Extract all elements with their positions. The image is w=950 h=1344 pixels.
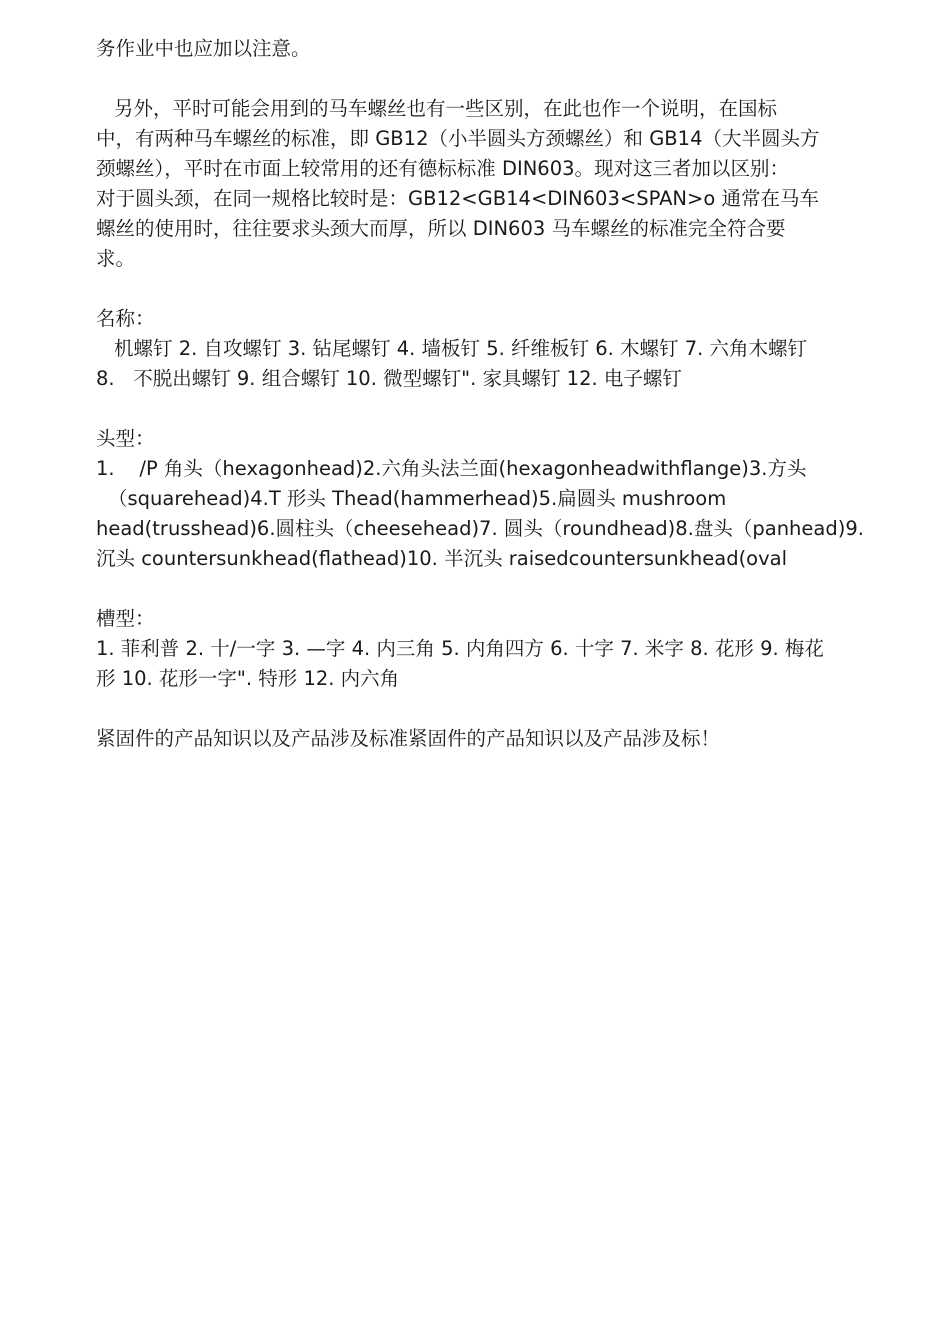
paragraph-line: 中，有两种马车螺丝的标准，即 GB12（小半圆头方颈螺丝）和 GB14（大半圆头方 xyxy=(96,127,820,150)
paragraph-line: 另外，平时可能会用到的马车螺丝也有一些区别，在此也作一个说明，在国标 xyxy=(114,97,778,120)
list-line: 形 10. 花形一字". 特形 12. 内六角 xyxy=(96,667,400,690)
document-page xyxy=(96,34,866,754)
section-heading: 名称： xyxy=(96,307,155,330)
paragraph-line: 对于圆头颈，在同一规格比较时是：GB12<GB14<DIN603<SPAN>o 通常在马车 xyxy=(96,187,819,210)
slot-types-section xyxy=(96,604,866,694)
spacer xyxy=(96,274,866,304)
paragraph-line: 螺丝的使用时，往往要求头颈大而厚，所以 DIN603 马车螺丝的标准完全符合要 xyxy=(96,217,786,240)
list-line: 机螺钉 2. 自攻螺钉 3. 钻尾螺钉 4. 墙板钉 5. 纤维板钉 6. 木螺钉 7. 六角木螺钉 xyxy=(114,337,808,360)
section-heading: 槽型： xyxy=(96,607,155,630)
spacer xyxy=(96,64,866,94)
list-line: （squarehead)4.T 形头 Thead(hammerhead)5.扁圆头 mushroom xyxy=(108,487,727,510)
head-types-section xyxy=(96,424,866,574)
spacer xyxy=(96,394,866,424)
section-heading: 头型： xyxy=(96,427,155,450)
list-line: 1. /P 角头（hexagonhead)2.六角头法兰面(hexagonheadwithflange)3.方头 xyxy=(96,457,807,480)
list-line: 8. 不脱出螺钉 9. 组合螺钉 10. 微型螺钉". 家具螺钉 12. 电子螺钉 xyxy=(96,367,682,390)
paragraph-line: 颈螺丝），平时在市面上较常用的还有德标标准 DIN603。现对这三者加以区别： xyxy=(96,157,790,180)
spacer xyxy=(96,694,866,724)
names-section xyxy=(96,304,866,394)
closing-line: 紧固件的产品知识以及产品涉及标准紧固件的产品知识以及产品涉及标！ xyxy=(96,727,721,750)
paragraph-line: 求。 xyxy=(96,247,136,270)
intro-line: 务作业中也应加以注意。 xyxy=(96,37,311,60)
carriage-bolt-paragraph xyxy=(96,94,866,274)
list-line: 沉头 countersunkhead(flathead)10. 半沉头 raisedcountersunkhead(oval xyxy=(96,547,788,570)
spacer xyxy=(96,574,866,604)
list-line: 1. 菲利普 2. 十/一字 3. —字 4. 内三角 5. 内角四方 6. 十字 7. 米字 8. 花形 9. 梅花 xyxy=(96,637,824,660)
list-line: head(trusshead)6.圆柱头（cheesehead)7. 圆头（roundhead)8.盘头（panhead)9. xyxy=(96,517,864,540)
